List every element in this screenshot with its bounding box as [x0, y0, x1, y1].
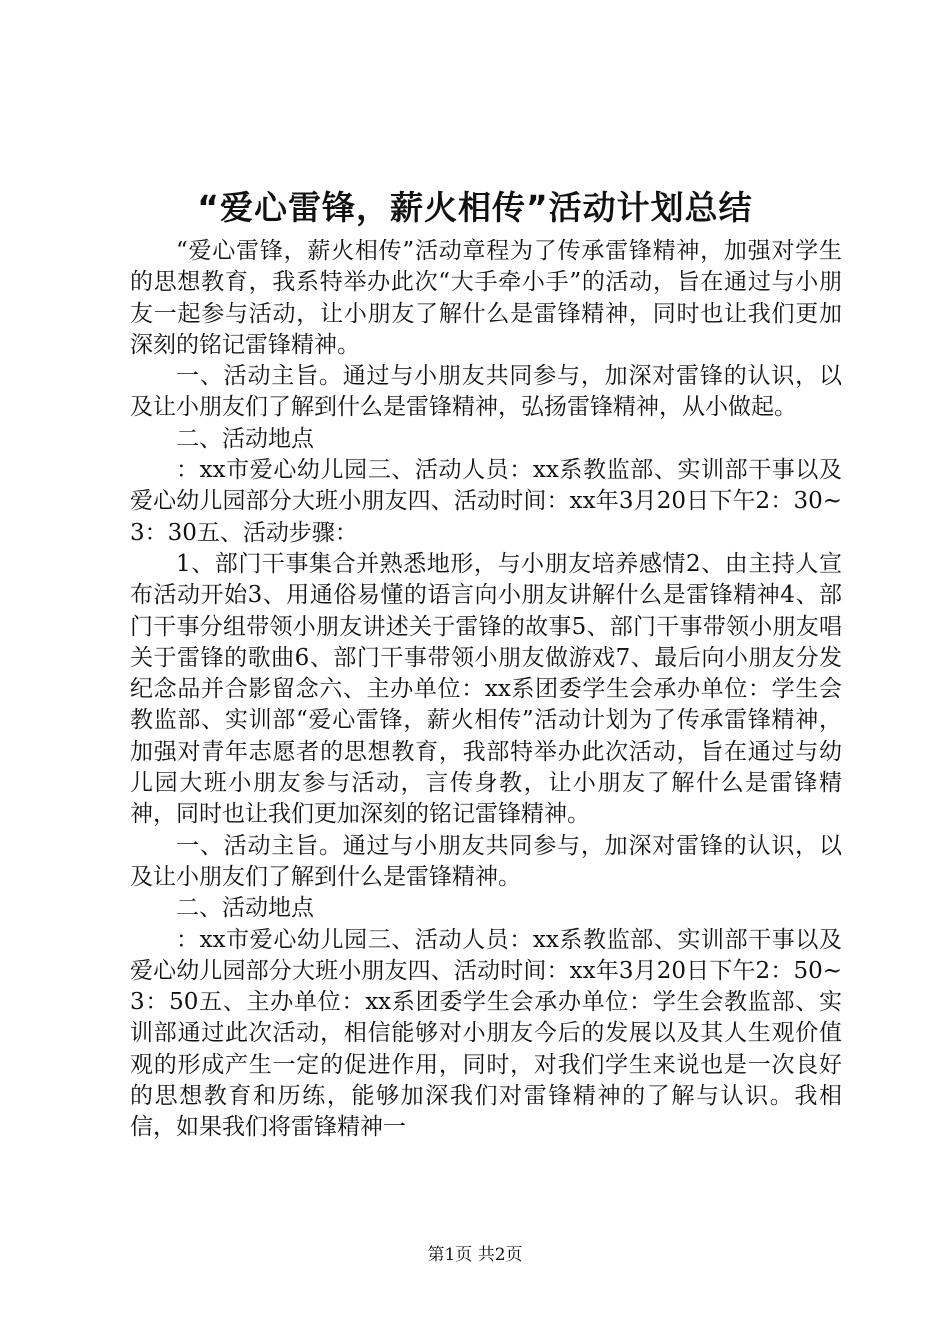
document-title: “爱心雷锋，薪火相传”活动计划总结	[197, 188, 753, 227]
paragraph-intro: “爱心雷锋，薪火相传”活动章程为了传承雷锋精神，加强对学生的思想教育，我系特举办此次“大手牵小手”的活动，旨在通过与小朋友一起参与活动，让小朋友了解什么是雷锋精神，同时也让我们更加深刻的铭记雷锋精神。	[130, 238, 842, 358]
paragraph-location-heading-2: 二、活动地点	[176, 895, 314, 922]
paragraph-location-details: ：xx市爱心幼儿园三、活动人员：xx系教监部、实训部干事以及爱心幼儿园部分大班小朋友四、活动时间：xx年3月20日下午2：30~3：30五、活动步骤：	[130, 457, 842, 546]
paragraph-location-heading: 二、活动地点	[176, 425, 314, 452]
paragraph-purpose-2: 一、活动主旨。通过与小朋友共同参与，加深对雷锋的认识，以及让小朋友们了解到什么是雷锋精神。	[130, 832, 842, 890]
paragraph-purpose: 一、活动主旨。通过与小朋友共同参与，加深对雷锋的认识，以及让小朋友们了解到什么是雷锋精神，弘扬雷锋精神，从小做起。	[130, 363, 842, 421]
paragraph-location-details-2: ：xx市爱心幼儿园三、活动人员：xx系教监部、实训部干事以及爱心幼儿园部分大班小朋友四、活动时间：xx年3月20日下午2：50~3：50五、主办单位：xx系团委学生会承办单位：学生会教监部、实训部通过此次活动，相信能够对小朋友今后的发展以及其人生观价值观的形成产生一定的促进作用，同时，对我们学生来说也是一次良好的思想教育和历练，能够加深我们对雷锋精神的了解与认识。我相信，如果我们将雷锋精神一	[130, 926, 842, 1141]
paragraph-steps: 1、部门干事集合并熟悉地形，与小朋友培养感情2、由主持人宣布活动开始3、用通俗易懂的语言向小朋友讲解什么是雷锋精神4、部门干事分组带领小朋友讲述关于雷锋的故事5、部门干事带领小朋友唱关于雷锋的歌曲6、部门干事带领小朋友做游戏7、最后向小朋友分发纪念品并合影留念六、主办单位：xx系团委学生会承办单位：学生会教监部、实训部“爱心雷锋，薪火相传”活动计划为了传承雷锋精神，加强对青年志愿者的思想教育，我部特举办此次活动，旨在通过与幼儿园大班小朋友参与活动，言传身教，让小朋友了解什么是雷锋精神，同时也让我们更加深刻的铭记雷锋精神。	[130, 550, 842, 828]
document-body	[130, 236, 842, 1144]
page-footer: 第1页 共2页	[427, 1245, 523, 1265]
